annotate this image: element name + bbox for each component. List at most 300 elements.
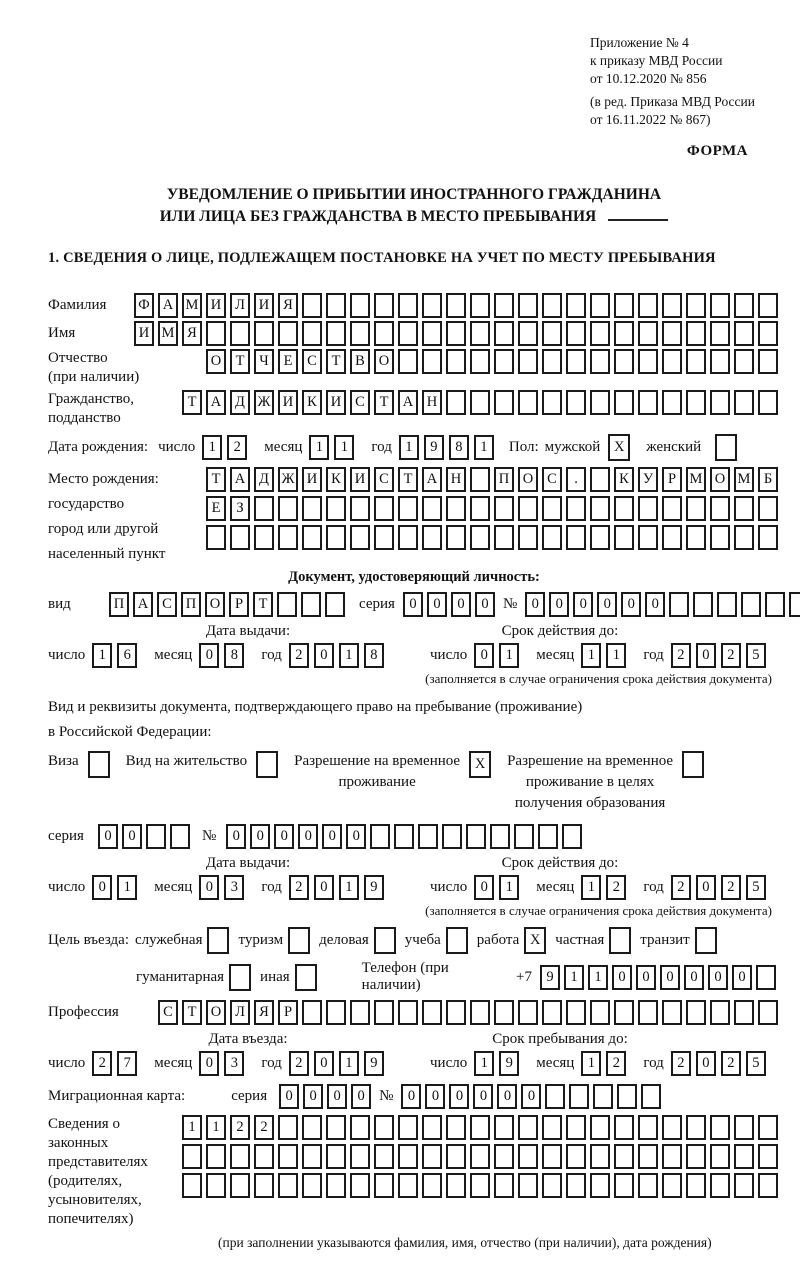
form-cell <box>494 349 514 374</box>
form-cell <box>641 1084 661 1109</box>
section1-heading: 1. СВЕДЕНИЯ О ЛИЦЕ, ПОДЛЕЖАЩЕМ ПОСТАНОВКЕ НА УЧЕТ ПО МЕСТУ ПРЕБЫВАНИЯ <box>48 250 716 266</box>
form-cell: О <box>710 467 730 492</box>
form-cell <box>686 390 706 415</box>
form-cell <box>638 1000 658 1025</box>
form-cell <box>590 1115 610 1140</box>
citizenship-row <box>48 390 780 428</box>
date-cell: 7 <box>117 1051 137 1076</box>
form-cell: 0 <box>425 1084 445 1109</box>
date-cell: 0 <box>199 1051 219 1076</box>
form-cell <box>302 1115 322 1140</box>
form-cell <box>398 1000 418 1025</box>
form-cell <box>446 1000 466 1025</box>
form-cell: 0 <box>475 592 495 617</box>
form-cell <box>170 824 190 849</box>
checkbox-private <box>609 927 631 954</box>
option-official <box>135 927 230 954</box>
patronymic-label <box>48 349 206 387</box>
firstname-label: Имя <box>48 325 76 341</box>
form-cell <box>146 824 166 849</box>
form-cell: С <box>350 390 370 415</box>
form-cell: К <box>326 467 346 492</box>
form-cell <box>734 1144 754 1169</box>
date-part-label: число <box>430 647 468 663</box>
form-cell <box>398 525 418 550</box>
date-part-label: число <box>158 439 196 455</box>
form-cell: О <box>374 349 394 374</box>
migration-series-label: серия <box>231 1088 268 1104</box>
form-cell <box>254 1144 274 1169</box>
purpose-options-line2 <box>136 964 326 991</box>
form-cell: О <box>518 467 538 492</box>
form-cell <box>514 824 534 849</box>
form-cell <box>590 1000 610 1025</box>
firstname-cells <box>134 321 782 346</box>
form-cell <box>470 525 490 550</box>
form-cell: С <box>542 467 562 492</box>
form-cell: К <box>614 467 634 492</box>
form-title-line1: УВЕДОМЛЕНИЕ О ПРИБЫТИИ ИНОСТРАННОГО ГРАЖДАНИНА <box>166 186 662 203</box>
form-cell <box>758 293 778 318</box>
form-cell: Л <box>230 1000 250 1025</box>
citizenship-label <box>48 390 182 428</box>
date-cell: 1 <box>339 643 359 668</box>
title-blank-line <box>608 207 668 221</box>
form-cell <box>741 592 761 617</box>
form-cell: Е <box>206 496 226 521</box>
form-cell <box>710 390 730 415</box>
form-cell <box>254 321 274 346</box>
form-cell <box>542 1173 562 1198</box>
form-cell <box>518 390 538 415</box>
form-cell <box>590 1144 610 1169</box>
date-part-label: год <box>643 879 664 895</box>
form-cell <box>422 349 442 374</box>
form-cell <box>734 525 754 550</box>
form-cell <box>669 592 689 617</box>
identity-doc-heading: Документ, удостоверяющий личность: <box>288 569 540 585</box>
date-part-label: месяц <box>264 439 303 455</box>
form-cell <box>617 1084 637 1109</box>
purpose-row1 <box>48 927 780 954</box>
form-cell <box>494 525 514 550</box>
form-cell <box>470 496 490 521</box>
form-cell <box>446 293 466 318</box>
doc-issue-cells <box>48 643 400 668</box>
date-cell: 0 <box>314 1051 334 1076</box>
form-cell <box>542 1000 562 1025</box>
date-cell: 9 <box>364 875 384 900</box>
date-cell: 1 <box>581 1051 601 1076</box>
form-cell <box>422 1000 442 1025</box>
birthplace-cells-row2 <box>206 496 782 521</box>
date-cell: 1 <box>309 435 329 460</box>
form-cell: 0 <box>473 1084 493 1109</box>
form-cell: Т <box>374 390 394 415</box>
form-cell <box>662 1144 682 1169</box>
form-cell <box>302 293 322 318</box>
form-title <box>48 184 780 228</box>
form-cell: У <box>638 467 658 492</box>
residence-doc-dates <box>48 855 780 900</box>
form-cell: Я <box>182 321 202 346</box>
form-cell <box>350 321 370 346</box>
date-cell: 3 <box>224 875 244 900</box>
form-cell <box>542 525 562 550</box>
form-cell <box>566 349 586 374</box>
form-cell: 0 <box>401 1084 421 1109</box>
form-cell <box>662 1115 682 1140</box>
form-cell <box>662 349 682 374</box>
form-cell <box>370 824 390 849</box>
date-cell: 6 <box>117 643 137 668</box>
form-cell: 0 <box>274 824 294 849</box>
doc-kind-label: вид <box>48 596 71 612</box>
forma-label: ФОРМА <box>686 143 748 159</box>
form-cell: М <box>182 293 202 318</box>
residence-series-cells <box>98 824 194 849</box>
form-cell: 0 <box>351 1084 371 1109</box>
form-cell <box>710 349 730 374</box>
form-cell: С <box>158 1000 178 1025</box>
form-cell <box>758 496 778 521</box>
form-cell <box>734 1173 754 1198</box>
date-cell: 2 <box>606 1051 626 1076</box>
form-cell: С <box>374 467 394 492</box>
form-cell <box>326 321 346 346</box>
form-cell: 0 <box>525 592 545 617</box>
form-cell <box>230 1173 250 1198</box>
form-cell <box>470 1144 490 1169</box>
form-cell: 0 <box>451 592 471 617</box>
surname-label: Фамилия <box>48 297 107 313</box>
date-cell: 3 <box>224 1051 244 1076</box>
form-cell <box>326 1173 346 1198</box>
form-cell <box>569 1084 589 1109</box>
representatives-label-line: попечителях) <box>48 1211 134 1227</box>
date-cell: 1 <box>499 643 519 668</box>
form-cell <box>590 496 610 521</box>
header-line: от 10.12.2020 № 856 <box>590 71 707 86</box>
form-cell <box>446 1173 466 1198</box>
form-cell <box>350 496 370 521</box>
form-cell <box>590 321 610 346</box>
date-cell: 1 <box>474 1051 494 1076</box>
form-cell: О <box>206 1000 226 1025</box>
form-cell <box>662 321 682 346</box>
birthplace-cells-row3 <box>206 525 782 550</box>
date-cell: 0 <box>696 875 716 900</box>
form-cell <box>442 824 462 849</box>
form-cell <box>710 1173 730 1198</box>
form-cell <box>686 293 706 318</box>
doc-series-cells <box>403 592 499 617</box>
form-cell: 0 <box>327 1084 347 1109</box>
option-tourism <box>238 927 310 954</box>
residence-expiry-col <box>400 855 780 900</box>
residence-issue-heading: Дата выдачи: <box>205 855 291 871</box>
representatives-label-line: усыновителях, <box>48 1192 142 1208</box>
citizenship-label-line: Гражданство, <box>48 391 135 407</box>
form-cell <box>301 592 321 617</box>
form-cell <box>206 1144 226 1169</box>
migration-card-row <box>48 1084 780 1109</box>
form-cell: А <box>133 592 153 617</box>
form-cell: П <box>181 592 201 617</box>
form-cell <box>590 293 610 318</box>
form-cell: Н <box>446 467 466 492</box>
form-cell: Р <box>278 1000 298 1025</box>
form-cell <box>662 525 682 550</box>
date-part-label: месяц <box>536 647 575 663</box>
form-cell <box>350 1144 370 1169</box>
form-cell <box>614 1115 634 1140</box>
entry-dates <box>48 1031 780 1076</box>
form-cell <box>470 1000 490 1025</box>
form-cell <box>518 1173 538 1198</box>
form-cell <box>494 496 514 521</box>
form-cell <box>350 1115 370 1140</box>
date-cell: 0 <box>314 875 334 900</box>
form-cell <box>734 349 754 374</box>
form-cell: 1 <box>182 1115 202 1140</box>
gender-female-checkbox <box>715 434 737 461</box>
form-cell <box>470 390 490 415</box>
option-temp-residence-permit <box>294 751 491 793</box>
form-cell <box>326 293 346 318</box>
form-cell: 0 <box>684 965 704 990</box>
form-cell: 0 <box>636 965 656 990</box>
form-cell: Р <box>662 467 682 492</box>
residence-issue-cells <box>48 875 400 900</box>
gender-label: Пол: <box>508 439 539 455</box>
form-cell: Ф <box>134 293 154 318</box>
form-cell <box>734 390 754 415</box>
form-cell: 1 <box>206 1115 226 1140</box>
form-cell <box>230 1144 250 1169</box>
form-cell <box>278 1173 298 1198</box>
header-line: Приложение № 4 <box>590 35 689 50</box>
profession-row <box>48 1000 780 1025</box>
form-cell: 0 <box>497 1084 517 1109</box>
form-cell <box>494 390 514 415</box>
representatives-label-line: законных <box>48 1135 109 1151</box>
checkbox-temp-residence-education <box>682 751 704 778</box>
form-cell: В <box>350 349 370 374</box>
option-study <box>405 927 468 954</box>
form-cell: 0 <box>660 965 680 990</box>
form-cell <box>662 1173 682 1198</box>
option-label-work: работа <box>476 932 520 948</box>
date-cell: 2 <box>289 643 309 668</box>
form-cell <box>350 525 370 550</box>
form-cell: 0 <box>521 1084 541 1109</box>
form-cell <box>374 496 394 521</box>
form-cell: Д <box>254 467 274 492</box>
form-cell <box>446 321 466 346</box>
form-cell <box>590 390 610 415</box>
form-cell <box>446 1115 466 1140</box>
residence-expiry-note: (заполняется в случае ограничения срока действия документа) <box>425 903 772 918</box>
form-cell <box>542 1115 562 1140</box>
residence-number-cells <box>226 824 586 849</box>
form-cell: 0 <box>597 592 617 617</box>
form-cell: З <box>230 496 250 521</box>
form-title-line2: ИЛИ ЛИЦА БЕЗ ГРАЖДАНСТВА В МЕСТО ПРЕБЫВАНИЯ <box>48 206 780 228</box>
citizenship-label-line: подданство <box>48 410 121 426</box>
doc-kind-cells <box>109 592 349 617</box>
form-cell: А <box>398 390 418 415</box>
form-cell <box>325 592 345 617</box>
form-cell: Е <box>278 349 298 374</box>
form-cell <box>182 1173 202 1198</box>
patronymic-label-line: (при наличии) <box>48 369 140 385</box>
form-cell: Т <box>326 349 346 374</box>
date-part-label: год <box>643 1055 664 1071</box>
form-cell: Т <box>206 467 226 492</box>
option-residence-permit <box>126 751 278 778</box>
form-cell: И <box>326 390 346 415</box>
form-cell <box>470 293 490 318</box>
form-cell: 2 <box>254 1115 274 1140</box>
form-cell <box>278 1144 298 1169</box>
form-cell <box>302 525 322 550</box>
form-cell <box>614 1173 634 1198</box>
phone-label: Телефон (при наличии) <box>361 960 449 993</box>
form-cell <box>302 1173 322 1198</box>
form-cell <box>254 525 274 550</box>
form-cell: 0 <box>403 592 423 617</box>
form-cell <box>710 1144 730 1169</box>
form-cell <box>422 496 442 521</box>
form-cell <box>686 321 706 346</box>
birthplace-label-line: населенный пункт <box>48 546 166 562</box>
date-cell: 2 <box>671 1051 691 1076</box>
date-part-label: год <box>371 439 392 455</box>
doc-expiry-heading: Срок действия до: <box>501 623 619 639</box>
form-cell <box>398 293 418 318</box>
date-cell: 1 <box>606 643 626 668</box>
date-part-label: месяц <box>536 1055 575 1071</box>
option-other <box>260 964 317 991</box>
form-cell <box>398 321 418 346</box>
form-cell <box>542 293 562 318</box>
option-transit <box>640 927 716 954</box>
form-cell <box>638 1144 658 1169</box>
date-cell: 1 <box>339 1051 359 1076</box>
form-cell: А <box>206 390 226 415</box>
option-humanitarian <box>136 964 251 991</box>
form-cell <box>638 1173 658 1198</box>
date-cell: 1 <box>92 643 112 668</box>
form-cell <box>566 1000 586 1025</box>
header-line: к приказу МВД России <box>590 53 723 68</box>
form-cell <box>758 1173 778 1198</box>
checkbox-work: X <box>524 927 546 954</box>
doc-issue-col <box>48 623 400 668</box>
form-cell <box>302 496 322 521</box>
form-cell <box>470 1115 490 1140</box>
form-cell <box>590 349 610 374</box>
identity-doc-row <box>48 592 780 617</box>
form-cell: 0 <box>98 824 118 849</box>
form-cell <box>518 349 538 374</box>
form-cell: Б <box>758 467 778 492</box>
identity-doc-dates <box>48 623 780 668</box>
checkbox-transit <box>695 927 717 954</box>
form-cell <box>350 293 370 318</box>
checkbox-temp-residence-permit: X <box>469 751 491 778</box>
form-cell <box>734 321 754 346</box>
form-cell <box>542 496 562 521</box>
date-part-label: год <box>261 879 282 895</box>
date-cell: 0 <box>696 643 716 668</box>
date-cell: 2 <box>721 875 741 900</box>
form-cell: Ж <box>254 390 274 415</box>
form-cell: 2 <box>230 1115 250 1140</box>
form-cell: 0 <box>279 1084 299 1109</box>
date-cell: 2 <box>289 875 309 900</box>
residence-issue-col <box>48 855 400 900</box>
date-cell: 0 <box>199 643 219 668</box>
date-cell: 1 <box>399 435 419 460</box>
doc-expiry-col <box>400 623 780 668</box>
residence-doc-intro1: Вид и реквизиты документа, подтверждающего право на пребывание (проживание) <box>48 699 583 715</box>
date-part-label: число <box>48 879 86 895</box>
date-part-label: число <box>430 1055 468 1071</box>
date-cell: 5 <box>746 1051 766 1076</box>
date-cell: 8 <box>224 643 244 668</box>
date-cell: 9 <box>424 435 444 460</box>
gender-male-checkbox: X <box>608 434 630 461</box>
form-cell <box>494 321 514 346</box>
form-cell <box>765 592 785 617</box>
form-cell <box>758 321 778 346</box>
form-cell <box>518 321 538 346</box>
form-cell <box>302 1000 322 1025</box>
form-cell: Н <box>422 390 442 415</box>
gender-male-label: мужской <box>544 439 601 455</box>
form-cell: 0 <box>250 824 270 849</box>
form-cell <box>422 525 442 550</box>
form-cell <box>593 1084 613 1109</box>
date-part-label: месяц <box>154 647 193 663</box>
form-cell <box>374 293 394 318</box>
form-cell <box>614 293 634 318</box>
form-cell: Д <box>230 390 250 415</box>
header-line: (в ред. Приказа МВД России <box>590 94 755 109</box>
form-cell <box>710 1115 730 1140</box>
form-cell <box>470 349 490 374</box>
form-cell <box>638 349 658 374</box>
form-cell <box>686 525 706 550</box>
form-cell <box>374 1144 394 1169</box>
form-cell: Т <box>398 467 418 492</box>
phone-cells <box>540 965 780 990</box>
date-part-label: число <box>48 647 86 663</box>
form-cell <box>545 1084 565 1109</box>
form-cell: О <box>206 349 226 374</box>
representatives-cells-row1 <box>182 1115 782 1140</box>
date-part-label: число <box>430 879 468 895</box>
representatives-cells-row2 <box>182 1144 782 1169</box>
form-cell <box>710 496 730 521</box>
representatives-label <box>48 1115 182 1229</box>
option-label-business: деловая <box>319 932 369 948</box>
option-label-visa: Виза <box>48 753 79 769</box>
form-cell: И <box>350 467 370 492</box>
form-cell <box>254 496 274 521</box>
